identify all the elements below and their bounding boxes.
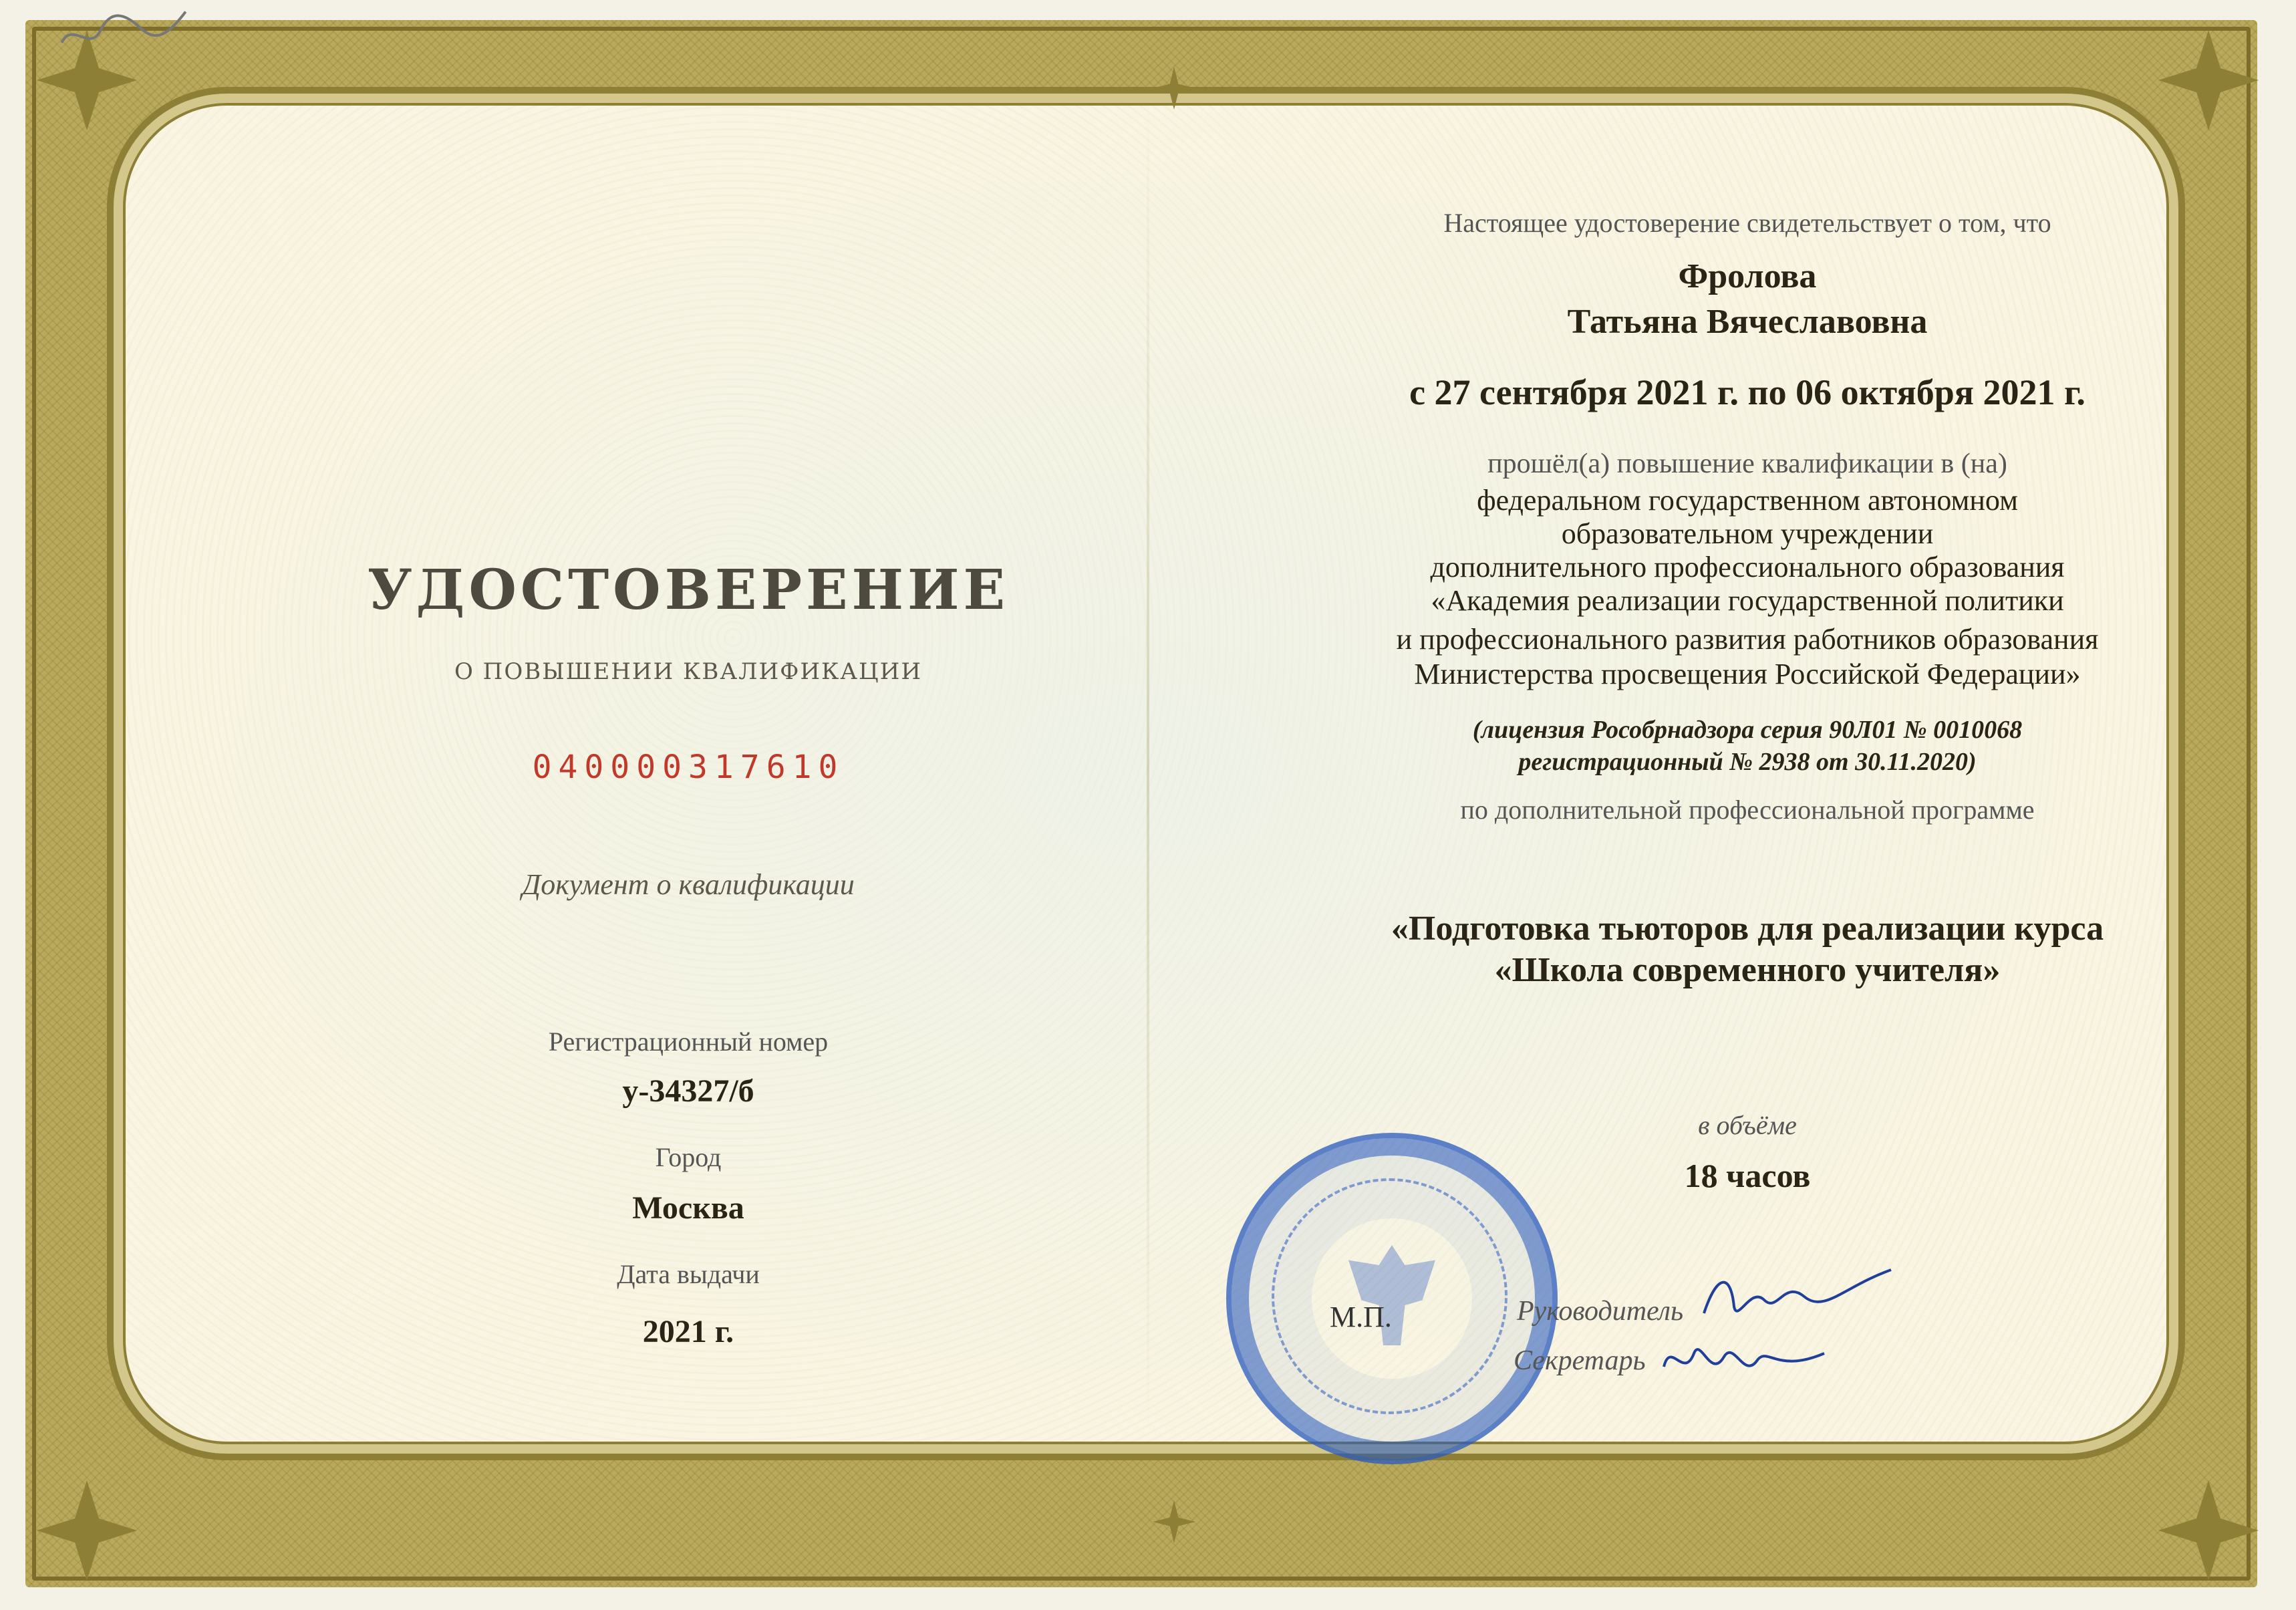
organization-line: образовательном учреждении [1561,517,1934,550]
certificate-subtitle: О ПОВЫШЕНИИ КВАЛИФИКАЦИИ [454,658,922,685]
document-number: 040000317610 [532,749,845,786]
training-period: с 27 сентября 2021 г. по 06 октября 2021 г. [1409,372,2086,412]
secretary-label: Секретарь [1514,1345,1646,1376]
issue-date: 2021 г. [642,1314,734,1349]
volume-label: в объёме [1698,1110,1797,1140]
program-title-line: «Школа современного учителя» [1494,951,2001,989]
certificate-title: УДОСТОВЕРЕНИЕ [367,558,1010,622]
page-fold [1147,100,1149,1437]
issue-date-label: Дата выдачи [617,1259,760,1289]
license-line: (лицензия Рособрнадзора серия 90Л01 № 0010068 [1472,716,2023,744]
head-label: Руководитель [1517,1296,1684,1327]
official-seal [1226,1133,1558,1464]
organization-line: федеральном государственном автономном [1477,484,2018,517]
volume-value: 18 часов [1684,1157,1811,1194]
city-value: Москва [632,1190,744,1226]
program-intro: по дополнительной профессиональной программе [1460,795,2035,825]
stamp-label: М.П. [1330,1301,1392,1333]
organization-line: дополнительного профессионального образования [1430,551,2065,583]
organization-line: Министерства просвещения Российской Федерации» [1414,658,2081,690]
holder-given-names: Татьяна Вячеславовна [1567,303,1928,341]
registration-label: Регистрационный номер [548,1027,829,1057]
document-type: Документ о квалификации [522,868,855,901]
secretary-signature [1657,1327,1831,1393]
passed-text: прошёл(а) повышение квалификации в (на) [1487,448,2007,479]
holder-surname: Фролова [1678,257,1817,295]
organization-line: и профессионального развития работников образования [1396,623,2099,656]
head-signature [1697,1260,1898,1333]
intro-text: Настоящее удостоверение свидетельствует о том, что [1443,208,2051,238]
license-line: регистрационный № 2938 от 30.11.2020) [1518,748,1977,776]
program-title-line: «Подготовка тьюторов для реализации курса [1391,910,2104,948]
organization-line: «Академия реализации государственной политики [1431,584,2064,617]
registration-number: у-34327/б [622,1073,754,1109]
city-label: Город [655,1142,722,1172]
